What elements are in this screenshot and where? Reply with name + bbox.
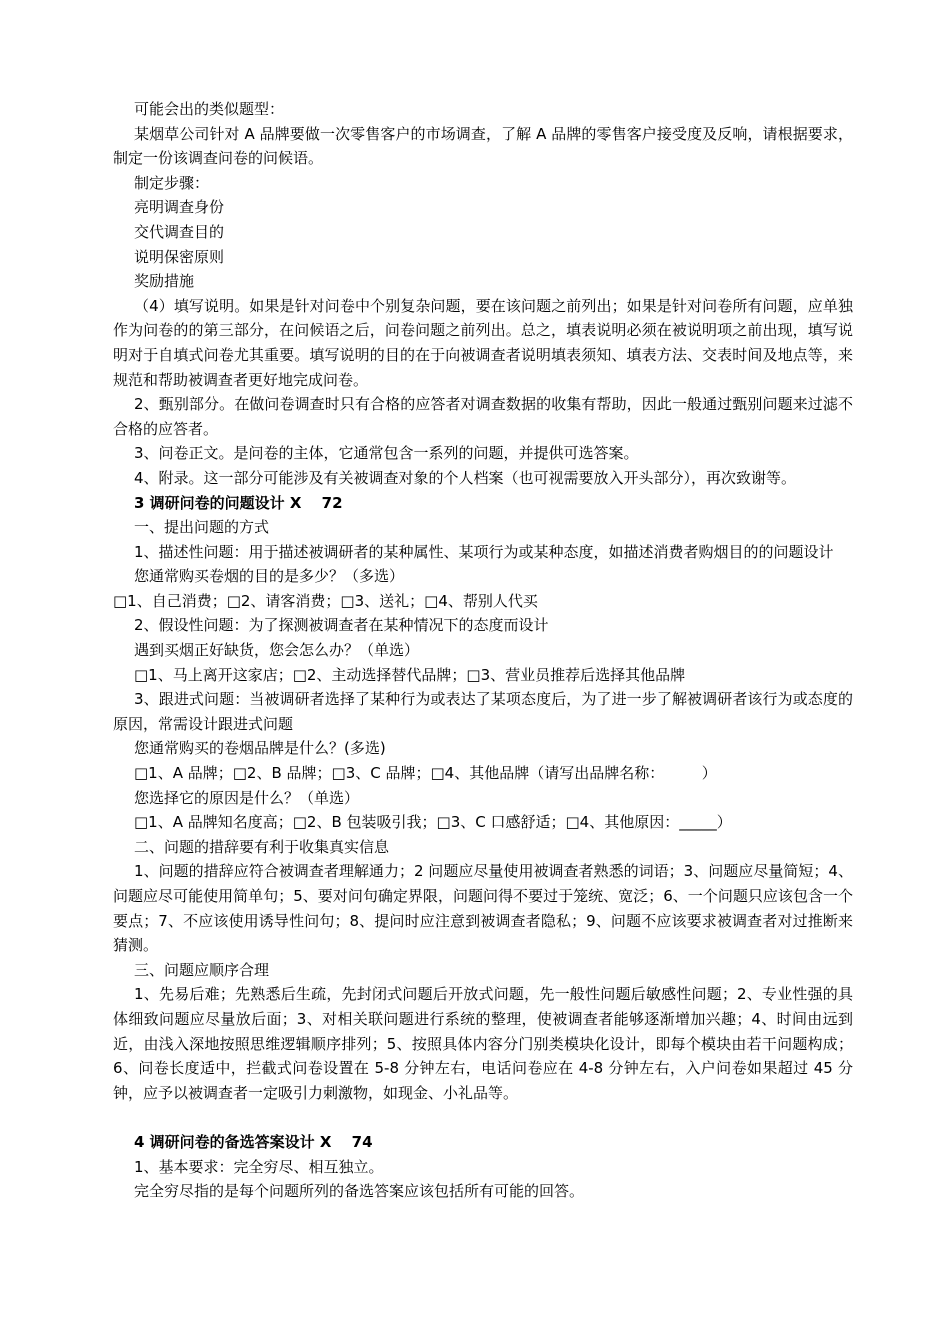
paragraph: 某烟草公司针对 A 品牌要做一次零售客户的市场调查，了解 A 品牌的零售客户接受度及反响，请根据要求，制定一份该调查问卷的问候语。: [113, 124, 853, 168]
paragraph: 2、假设性问题：为了探测被调查者在某种情况下的态度而设计: [134, 616, 549, 635]
paragraph: 4、附录。这一部分可能涉及有关被调查对象的个人档案（也可视需要放入开头部分），再次致谢等。: [134, 468, 797, 487]
question: 您选择它的原因是什么？（单选）: [134, 788, 360, 807]
subheading: 二、问题的措辞要有利于收集真实信息: [134, 837, 390, 856]
paragraph: 1、描述性问题：用于描述被调研者的某种属性、某项行为或某种态度，如描述消费者购烟目的的问题设计: [134, 542, 834, 561]
paragraph: 可能会出的类似题型：: [134, 100, 285, 118]
paragraph: 2、甄别部分。在做问卷调查时只有合格的应答者对调查数据的收集有帮助，因此一般通过甄别问题来过滤不合格的应答者。: [113, 395, 853, 438]
question: 您通常购买卷烟的目的是多少？（多选）: [134, 567, 405, 586]
paragraph: 1、问题的措辞应符合被调查者理解通力；2 问题应尽量使用被调查者熟悉的词语；3、问题应尽量简短；4、问题应尽可能使用简单句；5、要对问句确定界限，问题问得不要过于笼统、宽泛；6、一个问题只应该包含一个要点；7、不应该使用诱导性问句；8、提问时应注意到被调查者隐私；9、问题不应该要求被调查者对过推断来猜测。: [113, 862, 853, 955]
subheading: 三、问题应顺序合理: [134, 960, 270, 979]
paragraph: 1、基本要求：完全穷尽、相互独立。: [134, 1157, 384, 1176]
paragraph: 制定步骤：: [134, 173, 210, 192]
document-page: [113, 97, 853, 1204]
list-item: 奖励措施: [134, 272, 195, 291]
paragraph: （4）填写说明。如果是针对问卷中个别复杂问题，要在该问题之前列出；如果是针对问卷所有问题，应单独作为问卷的的第三部分，在问候语之后，问卷问题之前列出。总之，填表说明必须在被说明项之前出现，填写说明对于自填式问卷尤其重要。填写说明的目的在于向被调查者说明填表须知、填表方法、交表时间及地点等，来规范和帮助被调查者更好地完成问卷。: [113, 296, 853, 389]
list-item: 交代调查目的: [134, 222, 225, 241]
answer-options: □1、A 品牌；□2、B 品牌；□3、C 品牌；□4、其他品牌（请写出品牌名称： ）: [134, 764, 717, 783]
question: 您通常购买的卷烟品牌是什么？(多选): [134, 739, 386, 758]
paragraph: 3、跟进式问题：当被调研者选择了某种行为或表达了某项态度后，为了进一步了解被调研者该行为或态度的原因，常需设计跟进式问题: [113, 690, 853, 733]
section-heading: 3 调研问卷的问题设计 X 72: [134, 493, 343, 512]
list-item: 说明保密原则: [134, 247, 225, 266]
paragraph: 完全穷尽指的是每个问题所列的备选答案应该包括所有可能的回答。: [134, 1182, 585, 1201]
subheading: 一、提出问题的方式: [134, 518, 270, 537]
paragraph: 3、问卷正文。是问卷的主体，它通常包含一系列的问题，并提供可选答案。: [134, 444, 639, 463]
answer-options: □1、A 品牌知名度高；□2、B 包装吸引我；□3、C 口感舒适；□4、其他原因：_____）: [134, 813, 732, 832]
answer-options: □1、马上离开这家店；□2、主动选择替代品牌；□3、营业员推荐后选择其他品牌: [134, 665, 686, 684]
answer-options: □1、自己消费；□2、请客消费；□3、送礼；□4、帮别人代买: [113, 591, 538, 610]
list-item: 亮明调查身份: [134, 198, 225, 217]
question: 遇到买烟正好缺货，您会怎么办？（单选）: [134, 641, 420, 660]
section-heading: 4 调研问卷的备选答案设计 X 74: [134, 1132, 373, 1151]
blank-line: [113, 1105, 853, 1130]
paragraph: 1、先易后难；先熟悉后生疏，先封闭式问题后开放式问题，先一般性问题后敏感性问题；2、专业性强的具体细致问题应尽量放后面；3、对相关联问题进行系统的整理，使被调查者能够逐渐增加兴趣；4、时间由远到近，由浅入深地按照思维逻辑顺序排列；5、按照具体内容分门别类模块化设计，即每个模块由若干问题构成；6、问卷长度适中，拦截式问卷设置在 5-8 分钟左右，电话问卷应在 4-8 分钟左右，入户问卷如果超过 45 分钟，应予以被调查者一定吸引力刺激物，如现金、小礼品等。: [113, 985, 853, 1102]
